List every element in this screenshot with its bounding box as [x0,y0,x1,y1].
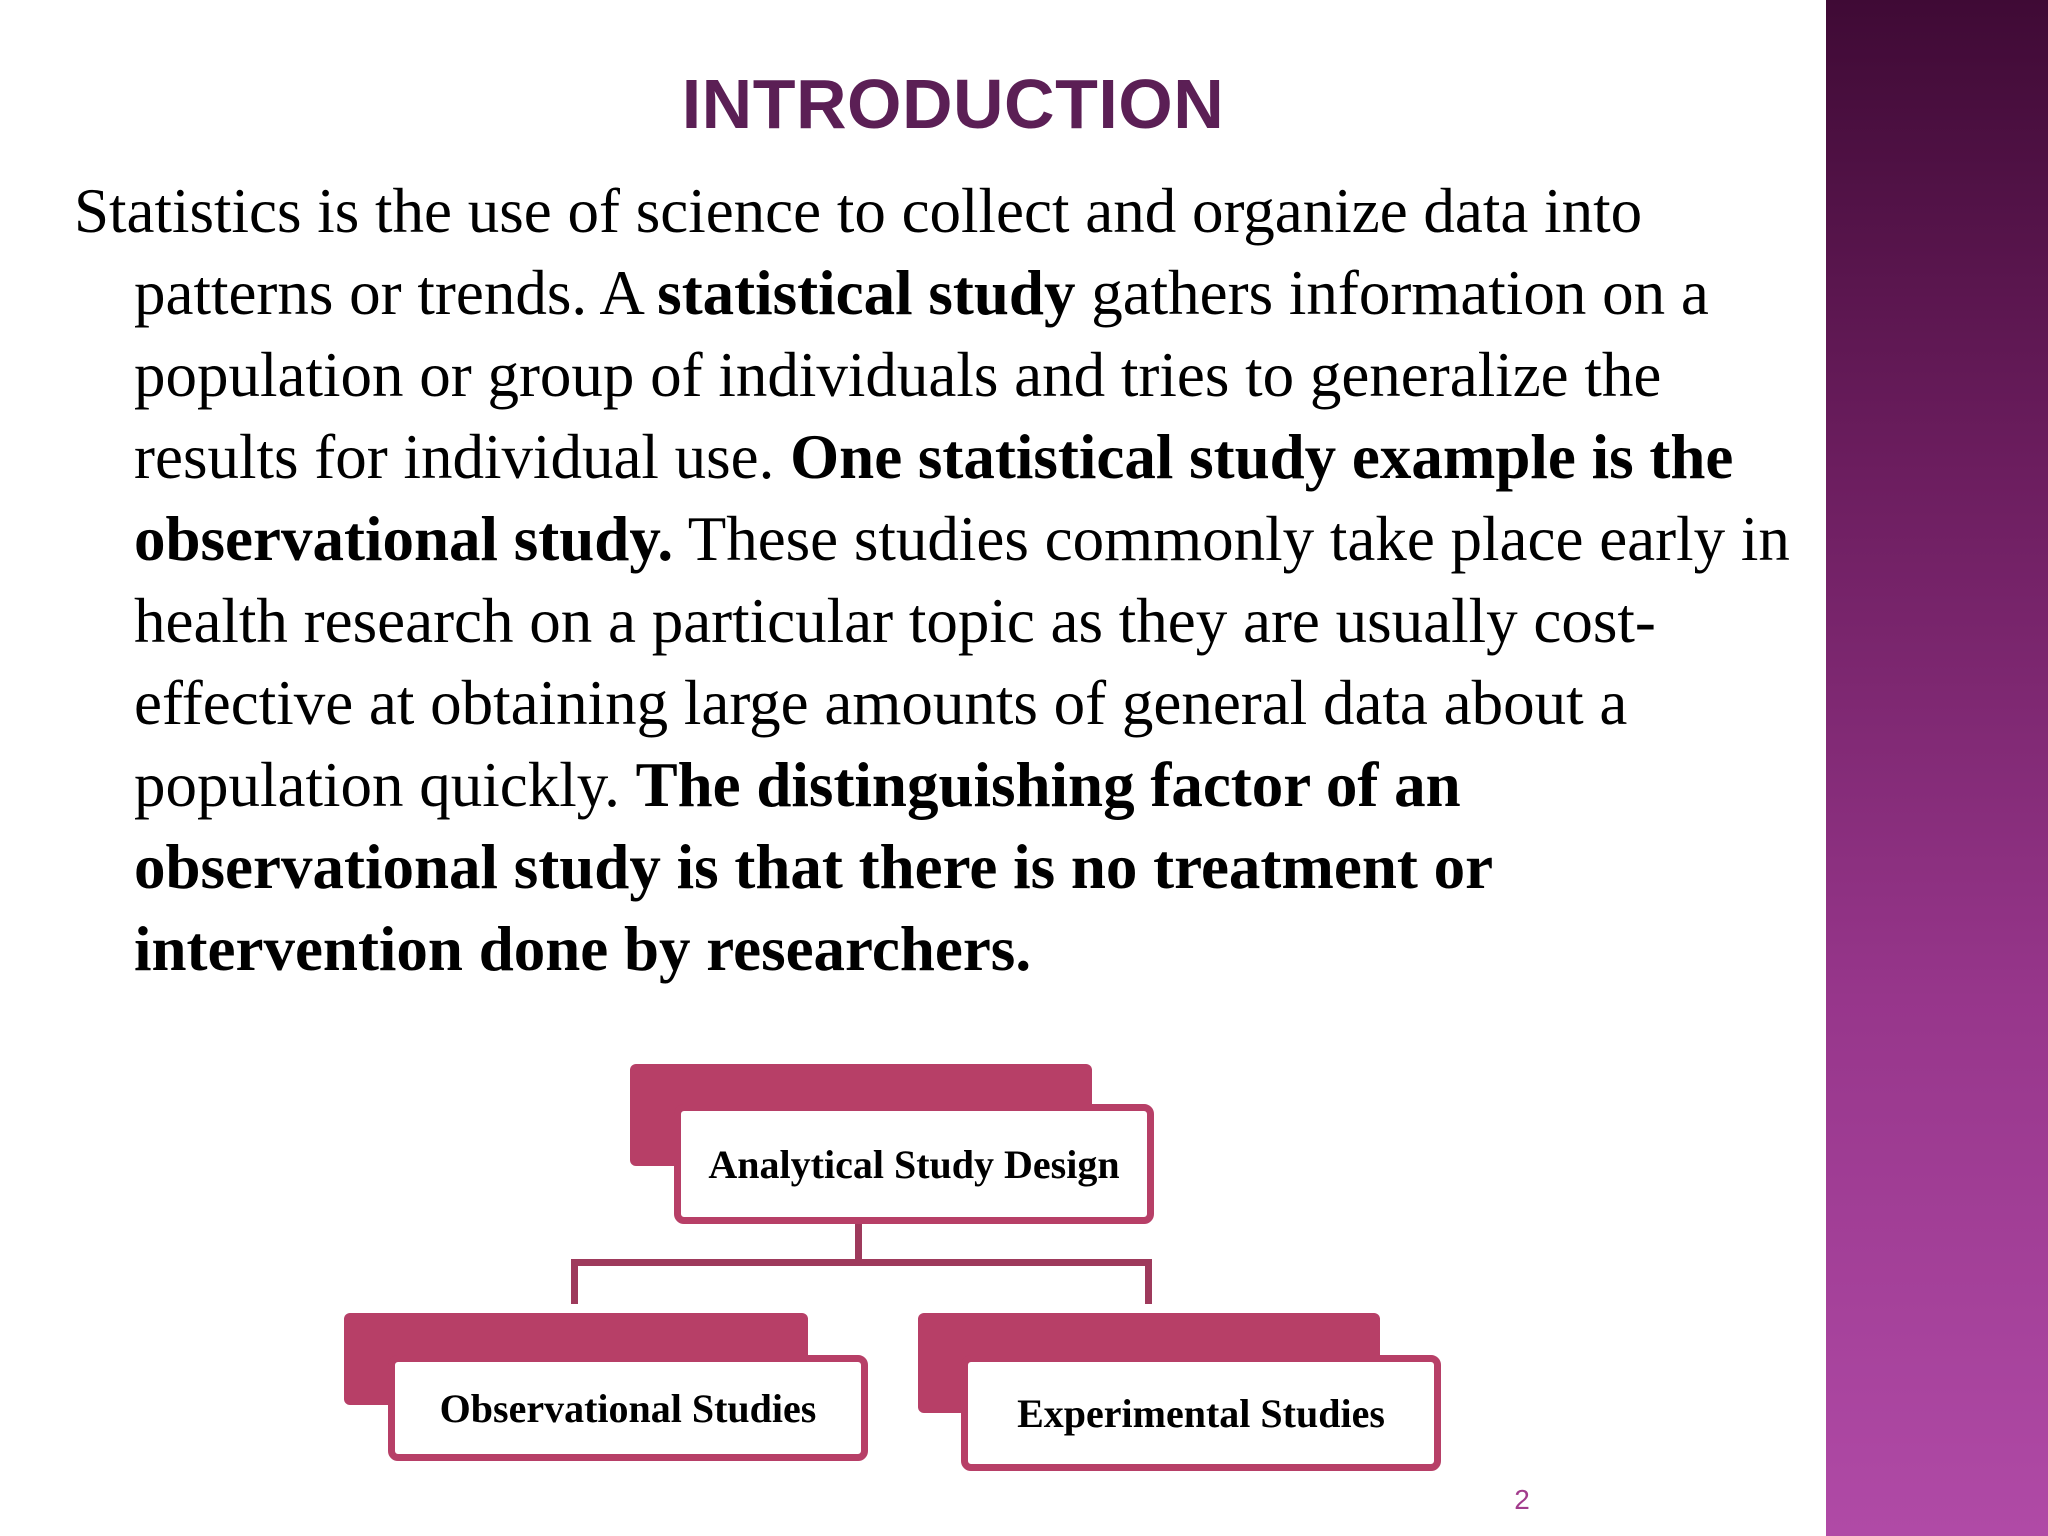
decorative-side-band [1826,0,2048,1536]
org-child-box-observational [388,1355,868,1461]
paragraph-segment: These studies commonly take place early in health research on a particular topic as they are usually cost-effective at obtaining large amounts of general data about a population quickly. [134,504,1790,820]
paragraph-segment: Statistics is the use of science to collect and organize data into patterns or trends. A [74,176,1643,328]
org-child-label-experimental: Experimental Studies [1017,1390,1385,1436]
paragraph-segment-bold: statistical study [657,258,1076,328]
org-child-label-observational: Observational Studies [439,1385,817,1431]
org-root-label: Analytical Study Design [708,1141,1120,1187]
paragraph-segment-bold: The distinguishing factor of an observational study is that there is no treatment or intervention done by researchers. [134,750,1492,984]
org-root-box [674,1104,1154,1224]
page-number: 2 [1514,1484,1530,1515]
paragraph-segment-bold: One statistical study example is the observational study. [134,422,1734,574]
org-connector-horizontal [571,1259,1152,1266]
org-connector-vertical-left [571,1259,578,1304]
intro-paragraph [74,170,1814,990]
slide-title: INTRODUCTION [681,65,1225,143]
org-connector-vertical-right [1145,1259,1152,1304]
paragraph-segment: gathers information on a population or group of individuals and tries to generalize the results for individual use. [134,258,1709,492]
org-child-box-experimental [961,1355,1441,1471]
